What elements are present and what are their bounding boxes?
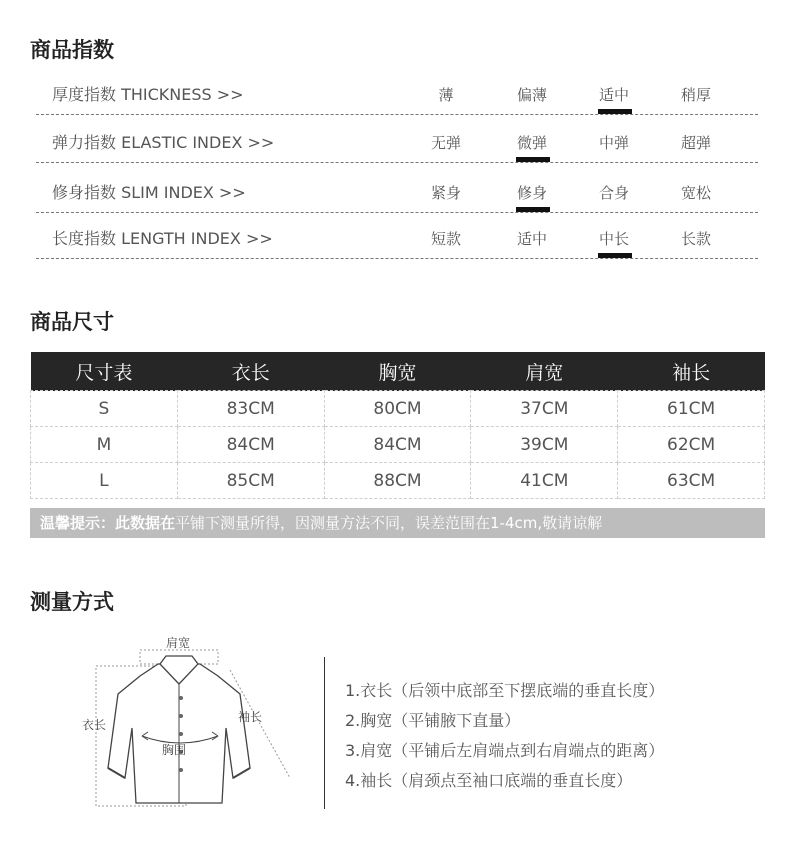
size-table-header-row [31,352,765,391]
index-option-label: 宽松 [680,184,711,202]
selected-marker [516,207,550,212]
size-table-header: 肩宽 [471,352,618,391]
tip-bold-text: 温馨提示：此数据在 [40,514,176,532]
size-table-header: 袖长 [618,352,765,391]
index-option [502,228,562,249]
index-label: 厚度指数 THICKNESS >> [52,85,244,104]
table-row [31,427,765,463]
index-option-label: 短款 [430,230,461,248]
diagram-label-sleeve: 袖长 [238,710,263,724]
table-cell: 80CM [324,391,471,427]
diagram-label-chest: 胸围 [162,743,187,757]
index-option [416,84,476,105]
table-cell: 88CM [324,463,471,499]
size-table-header: 衣长 [177,352,324,391]
index-option [584,182,644,203]
measure-step: 4.袖长（肩颈点至袖口底端的垂直长度） [345,771,633,790]
size-table-header: 胸宽 [324,352,471,391]
index-option-label: 合身 [598,184,629,202]
index-option [502,132,562,153]
table-cell: 84CM [177,427,324,463]
index-row [36,214,758,259]
index-option-label: 薄 [438,86,454,104]
index-option [666,84,726,105]
index-option [584,228,644,249]
selected-marker [516,157,550,162]
index-row [36,168,758,213]
table-cell: 61CM [618,391,765,427]
table-cell: 63CM [618,463,765,499]
index-label: 修身指数 SLIM INDEX >> [52,183,246,202]
diagram-label-length: 衣长 [82,718,107,732]
table-cell: S [31,391,178,427]
size-table-header: 尺寸表 [31,352,178,391]
index-option-label: 修身 [516,184,547,202]
index-option-label: 中长 [598,230,629,248]
measure-steps [345,676,664,796]
index-option-label: 长款 [680,230,711,248]
selected-marker [598,253,632,258]
shirt-measure-diagram [80,628,300,813]
table-cell: 85CM [177,463,324,499]
index-option-label: 无弹 [430,134,461,152]
table-row [31,463,765,499]
index-option-label: 偏薄 [516,86,547,104]
measure-step: 3.肩宽（平铺后左肩端点到右肩端点的距离） [345,741,665,760]
index-option-label: 中弹 [598,134,629,152]
section-title-size: 商品尺寸 [30,310,114,334]
measurement-tip [30,508,765,538]
size-table [30,352,765,499]
index-option [502,84,562,105]
shirt-outline-icon [80,628,300,813]
index-option [502,182,562,203]
table-cell: 39CM [471,427,618,463]
divider [324,657,325,809]
table-row [31,391,765,427]
measure-step: 2.胸宽（平铺腋下直量） [345,711,521,730]
table-cell: 62CM [618,427,765,463]
index-label: 弹力指数 ELASTIC INDEX >> [52,133,275,152]
table-cell: L [31,463,178,499]
table-cell: 41CM [471,463,618,499]
index-row [36,118,758,163]
selected-marker [598,109,632,114]
table-cell: M [31,427,178,463]
index-option-label: 微弹 [516,134,547,152]
index-option [666,182,726,203]
index-option-label: 超弹 [680,134,711,152]
index-option [584,84,644,105]
diagram-label-shoulder: 肩宽 [166,636,191,650]
table-cell: 37CM [471,391,618,427]
section-title-index: 商品指数 [30,38,114,62]
index-row [36,70,758,115]
index-label: 长度指数 LENGTH INDEX >> [52,229,273,248]
index-option-label: 适中 [598,86,629,104]
measure-step: 1.衣长（后领中底部至下摆底端的垂直长度） [345,681,665,700]
index-option [416,182,476,203]
index-option-label: 适中 [516,230,547,248]
index-option [416,228,476,249]
index-option [666,228,726,249]
table-cell: 84CM [324,427,471,463]
index-option-label: 紧身 [430,184,461,202]
table-cell: 83CM [177,391,324,427]
section-title-measure: 测量方式 [30,590,114,614]
index-option-label: 稍厚 [680,86,711,104]
index-option [416,132,476,153]
index-option [584,132,644,153]
tip-text: 平铺下测量所得，因测量方法不同，误差范围在1-4cm,敬请谅解 [175,514,603,532]
index-option [666,132,726,153]
